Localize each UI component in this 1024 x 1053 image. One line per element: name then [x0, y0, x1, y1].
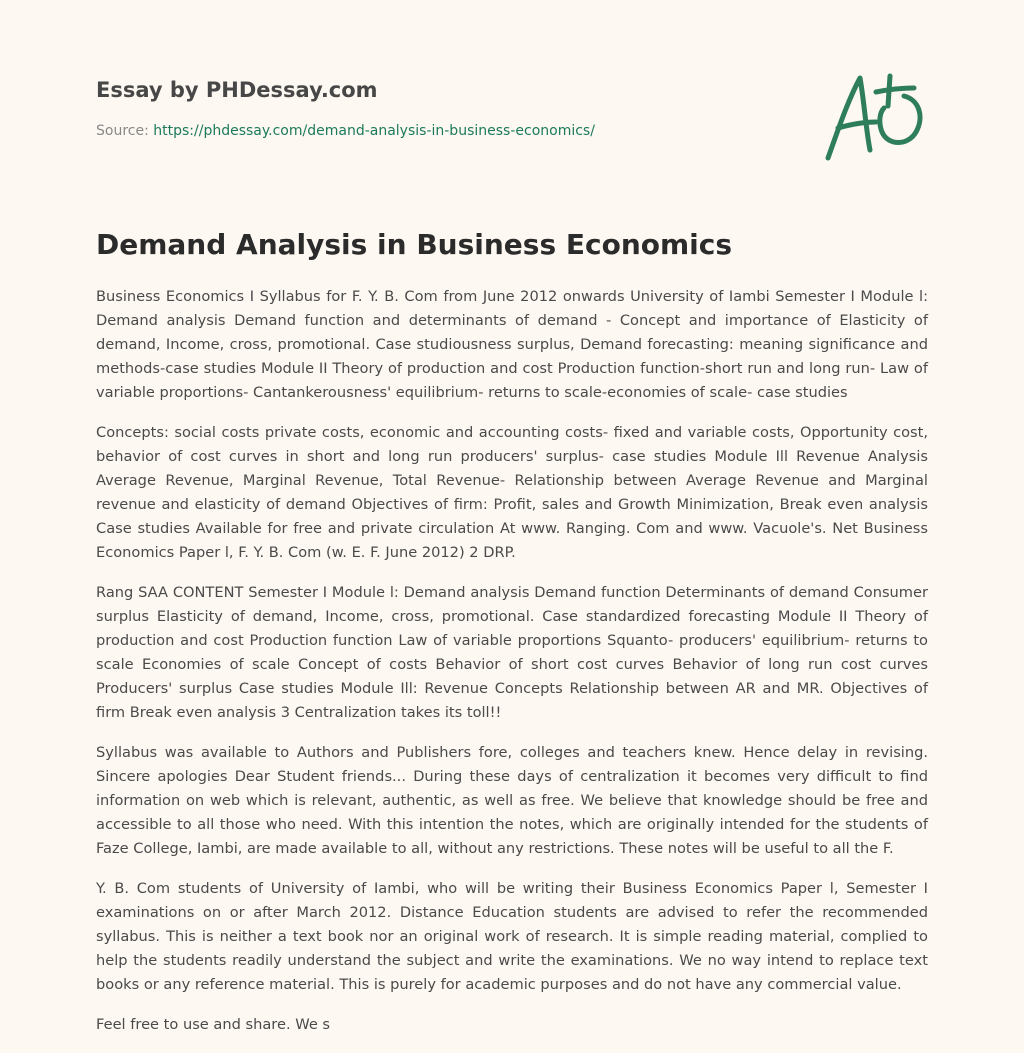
paragraph: Y. B. Com students of University of Iambi, who will be writing their Business Economics Paper l, Semester I examinations on or after March 2012. Distance Education students are advised to refer the recommended syllabus. This is neither a text book nor an original work of research. It is simple reading material, complied to help the students readily understand the subject and write the examinations. We no way intend to replace text books or any reference material. This is purely for academic purposes and do not have any commercial value. — [96, 880, 928, 993]
a-plus-logo-icon — [824, 70, 928, 164]
source-label: Source: — [96, 123, 149, 139]
paragraph: Business Economics I Syllabus for F. Y. B. Com from June 2012 onwards University of Iambi Semester I Module l: Demand analysis Demand function and determinants of demand - Concept and importance of Elasticity of demand, Income, cross, promotional. Case studiousness surplus, Demand forecasting: meaning significance and methods-case studies Module II Theory of production and cost Production function-short run and long run- Law of variable proportions- Cantankerousness' equilibrium- returns to scale-economies of scale- case studies — [96, 288, 928, 401]
site-title: Essay by PHDessay.com — [96, 78, 378, 102]
paragraph: Rang SAA CONTENT Semester I Module l: Demand analysis Demand function Determinants of demand Consumer surplus Elasticity of demand, Income, cross, promotional. Case standardized forecasting Module II Theory of production and cost Production function Law of variable proportions Squanto- producers' equilibrium- returns to scale Economies of scale Concept of costs Behavior of short cost curves Behavior of long run cost curves Producers' surplus Case studies Module Ill: Revenue Concepts Relationship between AR and MR. Objectives of firm Break even analysis 3 Centralization takes its toll!! — [96, 584, 928, 721]
paragraph: Concepts: social costs private costs, economic and accounting costs- fixed and variable costs, Opportunity cost, behavior of cost curves in short and long run producers' surplus- case studies Module Ill Revenue Analysis Average Revenue, Marginal Revenue, Total Revenue- Relationship between Average Revenue and Marginal revenue and elasticity of demand Objectives of firm: Profit, sales and Growth Minimization, Break even analysis Case studies Available for free and private circulation At www. Ranging. Com and www. Vacuole's. Net Business Economics Paper l, F. Y. B. Com (w. E. F. June 2012) 2 DRP. — [96, 424, 928, 561]
source-link[interactable]: https://phdessay.com/demand-analysis-in-business-economics/ — [153, 123, 595, 139]
paragraph-truncated: Feel free to use and share. We s — [96, 1016, 331, 1033]
page-header — [96, 76, 796, 140]
source-line — [96, 122, 796, 140]
article-title: Demand Analysis in Business Economics — [96, 228, 733, 261]
paragraph: Syllabus was available to Authors and Publishers fore, colleges and teachers knew. Hence delay in revising. Sincere apologies Dear Student friends... During these days of centralization it becomes very difficult to find information on web which is relevant, authentic, as well as free. We believe that knowledge should be free and accessible to all those who need. With this intention the notes, which are originally intended for the students of Faze College, Iambi, are made available to all, without any restrictions. These notes will be useful to all the F. — [96, 744, 928, 857]
article-body — [96, 285, 928, 1053]
